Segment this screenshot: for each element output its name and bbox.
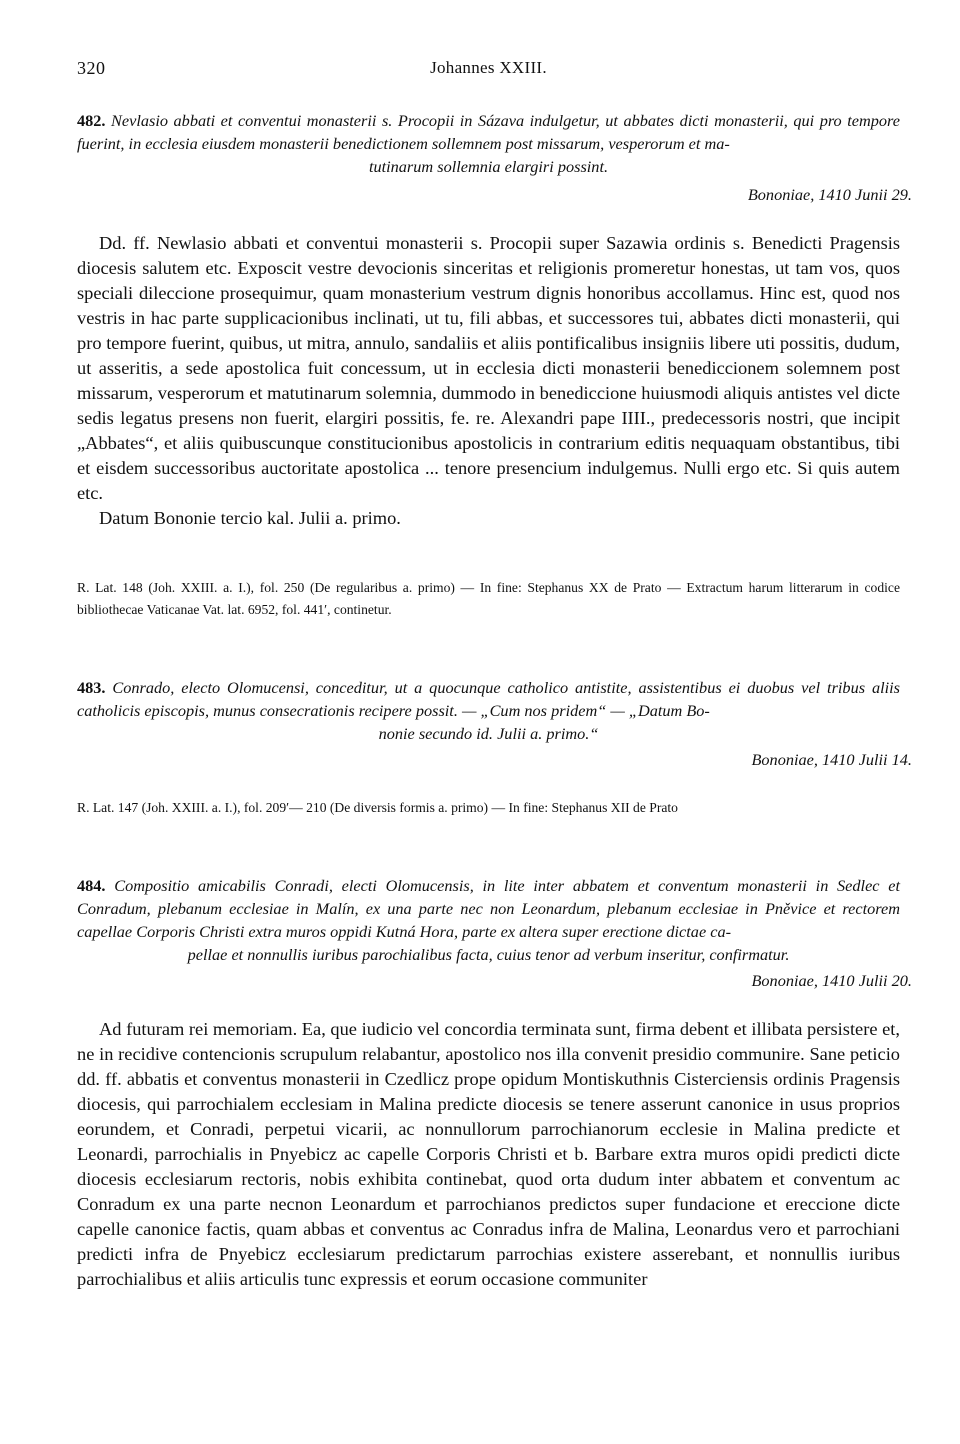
letter-paragraph: Ad futuram rei memoriam. Ea, que iudicio vel concordia terminata sunt, firma debent et illibata persistere et, ne in recidive contencionis scrupulum relabantur, apostolico nos illa convenit presidio communire. Sane peticio dd. ff. abbatis et conventus monasterii in Czedlicz prope opidum Montiskuthnis Cisterciensis ordinis Pragensis diocesis, qui parrochialem ecclesiam in Malina predicte diocesis se tenere asserunt canonice in usus proprios eorundem, et Conradi, perpetui vicarii, ac nonnullorum parrochianorum ecclesie in Malina predicte et Leonardi, parrochialis in Pnyebicz ac capelle Corporis Christi et b. Barbare extra muros opidi predicti dicte diocesis ecclesiarum rectoris, nobis exhibita continebat, quod orta dudum inter abbatem et conventum ac Conradum ex una parte necnon Leonardum et parrochianos predictos super fundacione et ereccione dicte capelle canonice factis, quam abbas et conventus ac Conradus infra de Malina, Leonardus vero et parrochiani predicti infra de Pnyebicz ecclesiarum predictarum parrochias existere asserebant, et nonnullis iuribus parrochialibus et aliis articulis tunc expressis et eorum occasione communiter — [77, 1019, 900, 1289]
place-date-482: Bononiae, 1410 Junii 29. — [747, 185, 912, 204]
regest-482 — [77, 109, 900, 178]
regest-484-summary — [77, 874, 900, 943]
summary-line: et rectorem capellae Corporis Christi extra muros oppidi Kutná Hora, parte ex altera super erectione dictae ca- — [77, 899, 900, 941]
summary-line: Nevlasio abbati et conventui monasterii s. Procopii in Sázava indulgetur, ut abbates dicti monasterii, qui — [111, 111, 815, 130]
entry-number: 482. — [77, 111, 106, 130]
regest-483-summary — [77, 676, 900, 722]
summary-line: Compositio amicabilis Conradi, electi Olomucensis, in lite inter abbatem et conventum monasterii in Sedlec — [114, 876, 880, 895]
letter-text-484 — [77, 1017, 900, 1292]
archival-note-483: R. Lat. 147 (Joh. XXIII. a. I.), fol. 209′— 210 (De diversis formis a. primo) — In fine: Stephanus XII de Prato — [77, 800, 678, 815]
datum-line: Datum Bononie tercio kal. Julii a. primo. — [99, 508, 401, 528]
regest-483 — [77, 676, 900, 745]
place-date-483: Bononiae, 1410 Julii 14. — [751, 750, 912, 769]
place-date-484: Bononiae, 1410 Julii 20. — [751, 971, 912, 990]
regest-484 — [77, 874, 900, 966]
letter-paragraph: Dd. ff. Newlasio abbati et conventui monasterii s. Procopii super Sazawia ordinis s. Benedicti Pragensis diocesis salutem etc. Exposcit vestre devocionis sinceritas et religionis promeretur honestas, ut tam vos, quos speciali dileccione prosequimur, quam monasterium vestrum dignis honoribus accollamus. Hinc est, quod nos vestris in hac parte supplicacionibus inclinati, ut tu, fili abbas, et successores tui, abbates dicti monasterii, qui pro tempore fuerint, quibus, ut mitra, annulo, sandaliis et aliis pontificalibus insigniis libere uti possitis, dudum, ut asseritis, a sede apostolica fuit concessum, ut in ecclesia dicti monasterii benediccionem solemnem post missarum, vesperorum et matutinarum solemnia, dummodo in benediccione huiusmodi aliquis antistes vel dicte sedis legatus presens non fuerit, elargiri possitis, fe. re. Alexandri pape IIII., predecessoris nostri, que incipit „Abbates“, et aliis quibuscunque constitucionibus apostolicis in contrarium editis nequaquam obstantibus, tibi et eisdem successoribus auctoritate apostolica ... tenore presencium indulgemus. Nulli ergo etc. Si quis autem etc. — [77, 233, 900, 503]
summary-line: pro tempore fuerint, in ecclesia eiusdem monasterii benedictionem sollemnem post missarum, vesperorum et ma- — [77, 111, 900, 153]
summary-line: tribus aliis catholicis episcopis, munus consecrationis recipere possit. — „Cum nos pridem“ — „Datum Bo- — [77, 678, 900, 720]
letter-text-482 — [77, 231, 900, 531]
summary-last-line: pellae et nonnullis iuribus parochialibus facta, cuius tenor ad verbum inseritur, confirmatur. — [187, 945, 790, 964]
regest-482-summary — [77, 109, 900, 155]
summary-last-line: nonie secundo id. Julii a. primo.“ — [378, 724, 599, 743]
summary-line: et Conradum, plebanum ecclesiae in Malín, ex una parte nec non Leonardum, plebanum ecclesiae in Pněvice — [77, 876, 900, 918]
summary-line: Conrado, electo Olomucensi, conceditur, ut a quocunque catholico antistite, assistentibus ei duobus vel — [112, 678, 821, 697]
summary-last-line: tutinarum sollemnia elargiri possint. — [368, 157, 609, 176]
entry-number: 484. — [77, 876, 106, 895]
running-head: Johannes XXIII. — [430, 58, 547, 77]
archival-note-482: R. Lat. 148 (Joh. XXIII. a. I.), fol. 250 (De regularibus a. primo) — In fine: Stephanus XX de Prato — Extractum harum litterarum in codice bibliothecae Vaticanae Vat. lat. 6952, fol. 441′, continetur. — [77, 580, 900, 617]
page-header — [77, 58, 900, 82]
entry-number: 483. — [77, 678, 106, 697]
page-number: 320 — [77, 58, 106, 78]
